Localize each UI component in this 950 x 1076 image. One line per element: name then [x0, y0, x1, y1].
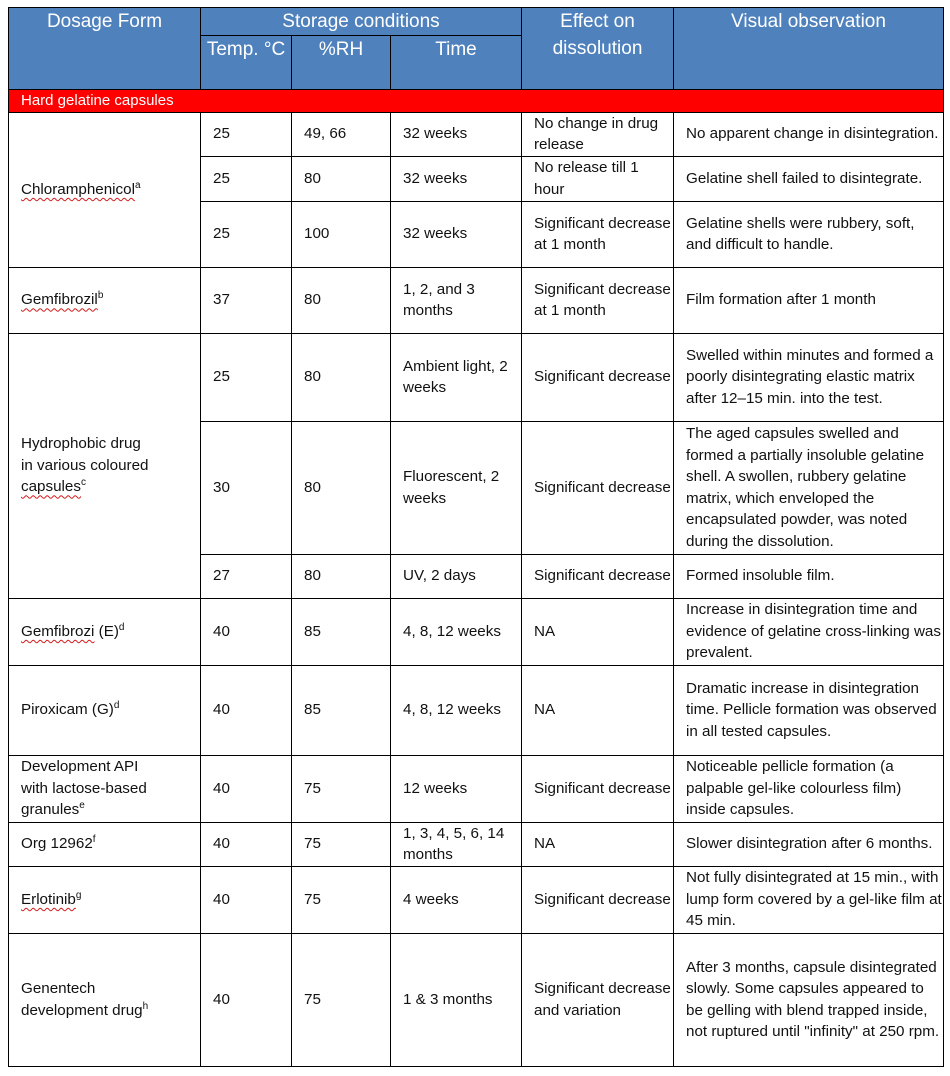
header-effect-on-dissolution: Effect on dissolution [522, 8, 674, 90]
table-row [9, 665, 944, 755]
section-row [9, 90, 944, 113]
time-cell: 1, 2, and 3 months [391, 267, 522, 333]
header-visual-observation: Visual observation [674, 8, 944, 90]
temp-cell: 37 [201, 267, 292, 333]
time-cell: 4 weeks [391, 866, 522, 933]
table-row [9, 333, 944, 421]
footnote-mark: e [79, 800, 85, 812]
table-row [9, 866, 944, 933]
temp-cell: 25 [201, 201, 292, 267]
temp-cell: 25 [201, 112, 292, 156]
table-row [9, 933, 944, 1066]
rh-cell: 75 [292, 933, 391, 1066]
time-cell: UV, 2 days [391, 554, 522, 598]
visual-cell: Dramatic increase in disintegration time. Pellicle formation was observed in all tested capsules. [674, 665, 944, 755]
visual-cell: Film formation after 1 month [674, 267, 944, 333]
time-cell: 32 weeks [391, 201, 522, 267]
effect-cell: Significant decrease [522, 866, 674, 933]
rh-cell: 85 [292, 598, 391, 665]
drug-name: Gemfibrozi [21, 622, 95, 640]
drug-gemfibrozi-e [9, 598, 201, 665]
effect-cell: Significant decrease at 1 month [522, 201, 674, 267]
temp-cell: 40 [201, 933, 292, 1066]
section-title: Hard gelatine capsules [9, 90, 944, 113]
header-storage-conditions: Storage conditions [201, 8, 522, 36]
drug-name: Chloramphenicol [21, 180, 135, 198]
header-temp: Temp. °C [201, 36, 292, 90]
time-cell: 1, 3, 4, 5, 6, 14 months [391, 822, 522, 866]
temp-cell: 40 [201, 755, 292, 822]
visual-cell: No apparent change in disintegration. [674, 112, 944, 156]
time-cell: 4, 8, 12 weeks [391, 665, 522, 755]
temp-cell: 40 [201, 822, 292, 866]
drug-name-line1: Genentech [21, 980, 96, 997]
rh-cell: 80 [292, 421, 391, 554]
table-row [9, 112, 944, 156]
time-cell: Fluorescent, 2 weeks [391, 421, 522, 554]
rh-cell: 80 [292, 267, 391, 333]
time-cell: 4, 8, 12 weeks [391, 598, 522, 665]
drug-piroxicam [9, 665, 201, 755]
drug-erlotinib [9, 866, 201, 933]
drug-name-suffix: (E) [94, 622, 119, 640]
drug-name: Piroxicam (G) [21, 701, 114, 719]
table-row [9, 598, 944, 665]
visual-cell: The aged capsules swelled and formed a partially insoluble gelatine shell. A swollen, rubbery gelatine matrix, which enveloped the encapsulated powder, was noted during the dissolution. [674, 421, 944, 554]
drug-name-line2: with lactose-based [21, 779, 147, 797]
visual-cell: Noticeable pellicle formation (a palpable gel-like colourless film) inside capsules. [674, 755, 944, 822]
temp-cell: 40 [201, 598, 292, 665]
temp-cell: 25 [201, 333, 292, 421]
drug-genentech [9, 933, 201, 1066]
header-rh: %RH [292, 36, 391, 90]
drug-hydrophobic [9, 333, 201, 598]
footnote-mark: h [142, 1000, 149, 1012]
effect-cell: Significant decrease at 1 month [522, 267, 674, 333]
rh-cell: 75 [292, 866, 391, 933]
time-cell: Ambient light, 2 weeks [391, 333, 522, 421]
rh-cell: 75 [292, 822, 391, 866]
effect-cell: No change in drug release [522, 112, 674, 156]
footnote-mark: a [134, 179, 141, 191]
drug-name-line1: Development API [21, 758, 139, 776]
effect-cell: No release till 1 hour [522, 156, 674, 201]
effect-cell: Significant decrease and variation [522, 933, 674, 1066]
capsule-storage-table [8, 7, 944, 1067]
footnote-mark: b [97, 290, 104, 302]
drug-name: Erlotinib [21, 890, 76, 908]
drug-development-api [9, 755, 201, 822]
effect-cell: NA [522, 598, 674, 665]
table-row [9, 267, 944, 333]
visual-cell: Swelled within minutes and formed a poorly disintegrating elastic matrix after 12–15 min. into the test. [674, 333, 944, 421]
effect-cell: NA [522, 665, 674, 755]
drug-name-line3: granules [21, 801, 80, 819]
temp-cell: 27 [201, 554, 292, 598]
drug-org-12962 [9, 822, 201, 866]
rh-cell: 85 [292, 665, 391, 755]
time-cell: 12 weeks [391, 755, 522, 822]
footnote-mark: f [92, 834, 96, 846]
rh-cell: 80 [292, 156, 391, 201]
rh-cell: 80 [292, 333, 391, 421]
drug-chloramphenicol [9, 112, 201, 267]
temp-cell: 40 [201, 665, 292, 755]
effect-cell: NA [522, 822, 674, 866]
effect-cell: Significant decrease [522, 421, 674, 554]
time-cell: 32 weeks [391, 156, 522, 201]
visual-cell: Formed insoluble film. [674, 554, 944, 598]
rh-cell: 49, 66 [292, 112, 391, 156]
drug-name: Org 12962 [21, 835, 93, 853]
rh-cell: 80 [292, 554, 391, 598]
drug-gemfibrozil [9, 267, 201, 333]
footnote-mark: g [75, 889, 82, 901]
footnote-mark: d [113, 700, 120, 712]
drug-name-line2: in various coloured [21, 456, 149, 474]
table-row [9, 755, 944, 822]
header-time: Time [391, 36, 522, 90]
effect-cell: Significant decrease [522, 333, 674, 421]
drug-name: Gemfibrozil [21, 291, 98, 309]
effect-cell: Significant decrease [522, 554, 674, 598]
rh-cell: 75 [292, 755, 391, 822]
drug-name-line1: Hydrophobic drug [21, 435, 141, 453]
temp-cell: 40 [201, 866, 292, 933]
temp-cell: 30 [201, 421, 292, 554]
time-cell: 32 weeks [391, 112, 522, 156]
table-row [9, 822, 944, 866]
drug-name-line2: development drug [21, 1001, 143, 1019]
visual-cell: Gelatine shells were rubbery, soft, and difficult to handle. [674, 201, 944, 267]
temp-cell: 25 [201, 156, 292, 201]
visual-cell: Not fully disintegrated at 15 min., with lump form covered by a gel-like film at 45 min. [674, 866, 944, 933]
drug-name-line3: capsules [21, 478, 81, 496]
rh-cell: 100 [292, 201, 391, 267]
footnote-mark: d [118, 621, 125, 633]
header-row-1 [9, 8, 944, 36]
visual-cell: After 3 months, capsule disintegrated slowly. Some capsules appeared to be gelling with blend trapped inside, not ruptured until "infinity" at 250 rpm. [674, 933, 944, 1066]
time-cell: 1 & 3 months [391, 933, 522, 1066]
footnote-mark: c [80, 477, 86, 489]
visual-cell: Increase in disintegration time and evidence of gelatine cross-linking was prevalent. [674, 598, 944, 665]
visual-cell: Gelatine shell failed to disintegrate. [674, 156, 944, 201]
visual-cell: Slower disintegration after 6 months. [674, 822, 944, 866]
effect-cell: Significant decrease [522, 755, 674, 822]
header-dosage-form: Dosage Form [9, 8, 201, 90]
